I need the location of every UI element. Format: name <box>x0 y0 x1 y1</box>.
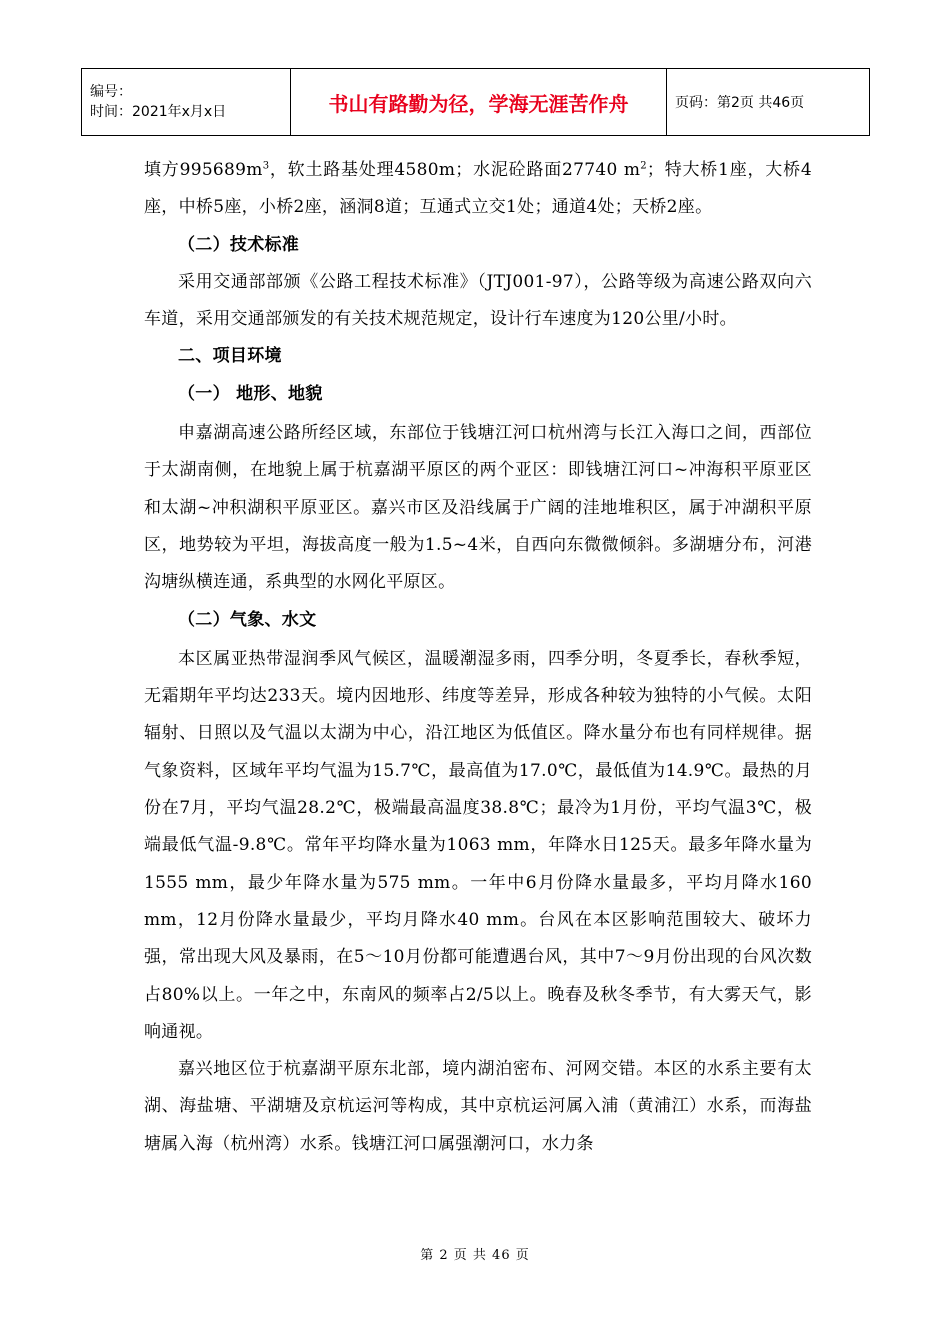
text-fragment: ；特大桥1座，大桥4座，中桥5座，小桥2座，涵洞8道；互通式立交1处；通道4处；天桥2座。 <box>144 160 812 218</box>
document-body <box>144 152 812 1163</box>
paragraph-quantities <box>144 152 812 227</box>
text-fragment: 填方995689m <box>144 160 263 180</box>
page-header <box>81 68 870 136</box>
paragraph-technical-standard: 采用交通部部颁《公路工程技术标准》（JTJ001-97），公路等级为高速公路双向六车道，采用交通部颁发的有关技术规范规定，设计行车速度为120公里/小时。 <box>144 271 812 330</box>
paragraph-terrain: 申嘉湖高速公路所经区域，东部位于钱塘江河口杭州湾与长江入海口之间，西部位于太湖南侧，在地貌上属于杭嘉湖平原区的两个亚区：即钱塘江河口~冲海积平原亚区和太湖~冲积湖积平原亚区。嘉兴市区及沿线属于广阔的洼地堆积区，属于冲湖积平原区，地势较为平坦，海拔高度一般为1.5~4米，自西向东微微倾斜。多湖塘分布，河港沟塘纵横连通，系典型的水网化平原区。 <box>144 423 812 593</box>
heading-project-environment: 二、项目环境 <box>178 346 282 367</box>
heading-technical-standard: （二）技术标准 <box>178 234 300 255</box>
paragraph-climate: 本区属亚热带湿润季风气候区，温暖潮湿多雨，四季分明，冬夏季长，春秋季短，无霜期年平均达233天。境内因地形、纬度等差异，形成各种较为独特的小气候。太阳辐射、日照以及气温以太湖为中心，沿江地区为低值区。降水量分布也有同样规律。据气象资料，区域年平均气温为15.7℃，最高值为17.0℃，最低值为14.9℃。最热的月份在7月，平均气温28.2℃，极端最高温度38.8℃；最冷为1月份，平均气温3℃，极端最低气温-9.8℃。常年平均降水量为1063 mm，年降水日125天。最多年降水量为1555 mm，最少年降水量为575 mm。一年中6月份降水量最多，平均月降水160 mm，12月份降水量最少，平均月降水40 mm。台风在本区影响范围较大、破坏力强，常出现大风及暴雨，在5～10月份都可能遭遇台风，其中7～9月份出现的台风次数占80%以上。一年之中，东南风的频率占2/5以上。晚春及秋冬季节，有大雾天气，影响通视。 <box>144 648 812 1042</box>
header-meta <box>82 69 291 136</box>
document-number-label: 编号： <box>90 84 132 100</box>
header-motto: 书山有路勤为径，学海无涯苦作舟 <box>291 69 667 136</box>
paragraph-hydrology: 嘉兴地区位于杭嘉湖平原东北部，境内湖泊密布、河网交错。本区的水系主要有太湖、海盐塘、平湖塘及京杭运河等构成，其中京杭运河属入浦（黄浦江）水系，而海盐塘属入海（杭州湾）水系。钱塘江河口属强潮河口，水力条 <box>144 1059 812 1154</box>
text-fragment: ，软土路基处理4580m；水泥砼路面27740 m <box>269 160 641 180</box>
page-footer: 第 2 页 共 46 页 <box>420 1248 530 1263</box>
superscript: 2 <box>640 160 647 172</box>
heading-terrain: （一） 地形、地貌 <box>178 383 323 404</box>
document-date-label: 时间：2021年x月x日 <box>90 104 227 120</box>
heading-climate: （二）气象、水文 <box>178 609 317 630</box>
header-page-label: 页码：第2页 共46页 <box>667 69 870 136</box>
superscript: 3 <box>262 160 270 172</box>
